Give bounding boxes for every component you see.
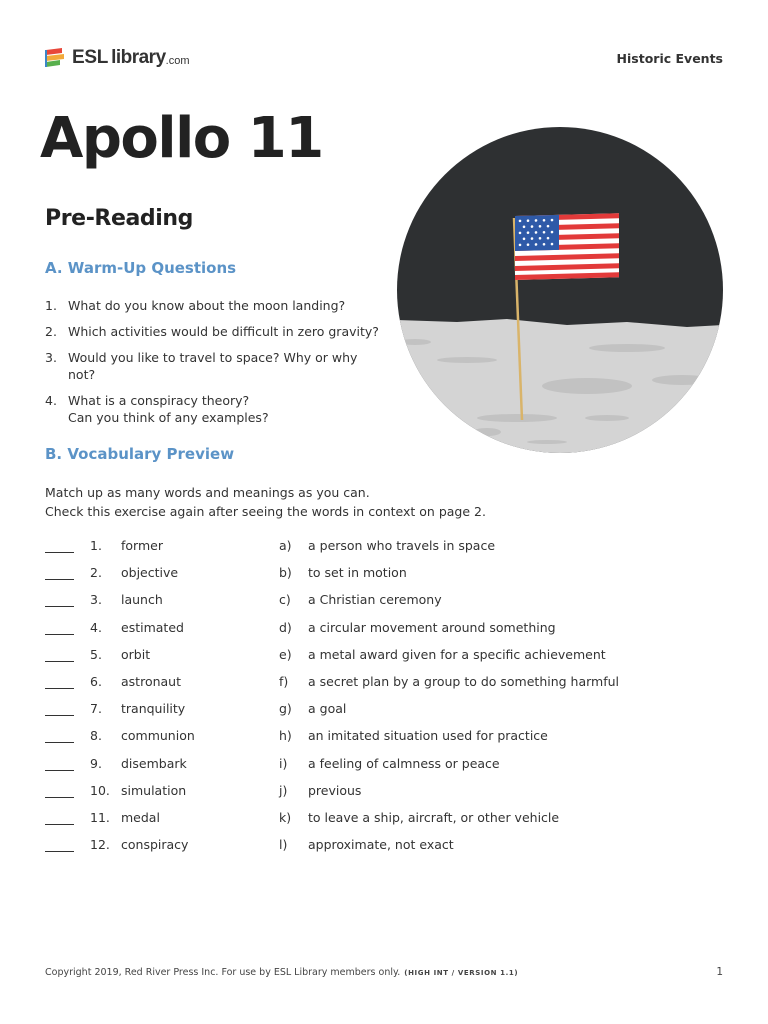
definition-letter: j) <box>279 782 288 798</box>
instruction-line: Check this exercise again after seeing the words in context on page 2. <box>45 504 486 519</box>
section-title: Pre-Reading <box>45 206 194 231</box>
vocab-word: tranquility <box>121 701 186 717</box>
vocab-number: 4. <box>90 619 102 635</box>
vocab-row <box>45 536 725 563</box>
category-label: Historic Events <box>616 51 723 66</box>
crater <box>542 378 632 394</box>
vocab-number: 3. <box>90 592 102 608</box>
crater <box>399 339 431 345</box>
vocabulary-heading: B. Vocabulary Preview <box>45 445 235 463</box>
definition-letter: c) <box>279 592 291 608</box>
definition-letter: b) <box>279 565 292 581</box>
vocab-word: launch <box>121 592 163 608</box>
list-item <box>45 392 385 426</box>
esl-library-logo <box>44 44 190 72</box>
vocab-row <box>45 808 725 835</box>
crater <box>473 428 501 436</box>
vocab-number: 5. <box>90 646 102 662</box>
answer-blank[interactable] <box>45 552 74 553</box>
definition-text: to set in motion <box>308 565 407 581</box>
definition-letter: h) <box>279 728 292 744</box>
level-version-label: (HIGH INT / VERSION 1.1) <box>404 969 519 977</box>
answer-blank[interactable] <box>45 797 74 798</box>
vocab-number: 12. <box>90 837 110 853</box>
answer-blank[interactable] <box>45 742 74 743</box>
answer-blank[interactable] <box>45 688 74 689</box>
definition-letter: k) <box>279 809 292 825</box>
vocab-word: conspiracy <box>121 837 189 853</box>
vocabulary-instructions <box>45 483 486 521</box>
vocab-word: objective <box>121 565 179 581</box>
answer-blank[interactable] <box>45 770 74 771</box>
vocab-word: simulation <box>121 782 187 798</box>
vocab-row <box>45 781 725 808</box>
vocab-row <box>45 726 725 753</box>
definition-text: a secret plan by a group to do something harmful <box>308 673 620 689</box>
vocab-number: 8. <box>90 728 102 744</box>
warmup-heading: A. Warm-Up Questions <box>45 259 237 277</box>
question-number: 3. <box>45 350 57 365</box>
vocab-number: 10. <box>90 782 110 798</box>
definition-text: a person who travels in space <box>308 538 496 553</box>
definition-text: a Christian ceremony <box>308 592 442 608</box>
definition-text: a feeling of calmness or peace <box>308 755 500 771</box>
answer-blank[interactable] <box>45 634 74 635</box>
question-number: 1. <box>45 298 57 313</box>
vocab-row <box>45 618 725 645</box>
page-title: Apollo 11 <box>40 106 323 171</box>
vocab-number: 1. <box>90 538 102 553</box>
definition-text: a circular movement around something <box>308 619 556 635</box>
answer-blank[interactable] <box>45 824 74 825</box>
answer-blank[interactable] <box>45 661 74 662</box>
definition-letter: i) <box>279 755 288 771</box>
instruction-line: Match up as many words and meanings as you can. <box>45 485 370 500</box>
list-item <box>45 349 385 383</box>
vocab-word: estimated <box>121 619 184 635</box>
vocab-word: communion <box>121 728 195 744</box>
definition-text: an imitated situation used for practice <box>308 728 548 744</box>
vocab-row <box>45 563 725 590</box>
definition-text: previous <box>308 782 362 798</box>
logo-text-library: library <box>111 47 166 68</box>
logo-text-domain: .com <box>165 55 190 67</box>
list-item <box>45 297 385 314</box>
question-number: 4. <box>45 393 57 408</box>
question-text: Would you like to travel to space? Why or why not? <box>68 350 358 382</box>
vocab-number: 9. <box>90 755 102 771</box>
answer-blank[interactable] <box>45 579 74 580</box>
definition-letter: l) <box>279 837 288 853</box>
vocab-word: orbit <box>121 646 151 662</box>
warmup-question-list <box>45 297 385 435</box>
question-text: What is a conspiracy theory? Can you think of any examples? <box>68 393 269 425</box>
us-flag <box>515 213 619 280</box>
vocab-row <box>45 699 725 726</box>
vocab-number: 11. <box>90 809 110 825</box>
question-text: Which activities would be difficult in zero gravity? <box>68 324 379 339</box>
definition-letter: f) <box>279 673 289 689</box>
copyright-text: Copyright 2019, Red River Press Inc. For use by ESL Library members only. <box>45 967 401 978</box>
answer-blank[interactable] <box>45 606 74 607</box>
crater <box>477 414 557 422</box>
vocab-row <box>45 672 725 699</box>
vocab-row <box>45 835 725 862</box>
esl-library-logo-icon <box>44 46 68 70</box>
definition-text: a metal award given for a specific achievement <box>308 646 606 662</box>
vocab-word: medal <box>121 809 160 825</box>
crater <box>589 344 665 352</box>
logo-text-esl: ESL <box>72 47 109 68</box>
vocab-row <box>45 590 725 617</box>
definition-letter: g) <box>279 701 292 717</box>
crater <box>652 375 712 385</box>
vocab-number: 2. <box>90 565 102 581</box>
question-number: 2. <box>45 324 57 339</box>
question-text: What do you know about the moon landing? <box>68 298 346 313</box>
crater <box>437 357 497 363</box>
crater <box>585 415 629 421</box>
vocab-word: astronaut <box>121 673 181 689</box>
vocab-word: former <box>121 538 163 553</box>
definition-letter: e) <box>279 646 292 662</box>
definition-text: approximate, not exact <box>308 837 454 853</box>
moon-flag-illustration <box>397 122 723 458</box>
vocab-number: 6. <box>90 673 102 689</box>
definition-text: to leave a ship, aircraft, or other vehicle <box>308 809 560 825</box>
vocab-row <box>45 645 725 672</box>
list-item <box>45 323 385 340</box>
footer-copyright <box>45 967 518 978</box>
definition-letter: a) <box>279 538 292 553</box>
vocab-row <box>45 754 725 781</box>
answer-blank[interactable] <box>45 715 74 716</box>
answer-blank[interactable] <box>45 851 74 852</box>
crater <box>527 440 567 444</box>
definition-text: a goal <box>308 701 347 717</box>
page-number: 1 <box>716 966 723 978</box>
vocabulary-match-list <box>45 536 725 862</box>
definition-letter: d) <box>279 619 292 635</box>
vocab-number: 7. <box>90 701 102 717</box>
vocab-word: disembark <box>121 755 187 771</box>
